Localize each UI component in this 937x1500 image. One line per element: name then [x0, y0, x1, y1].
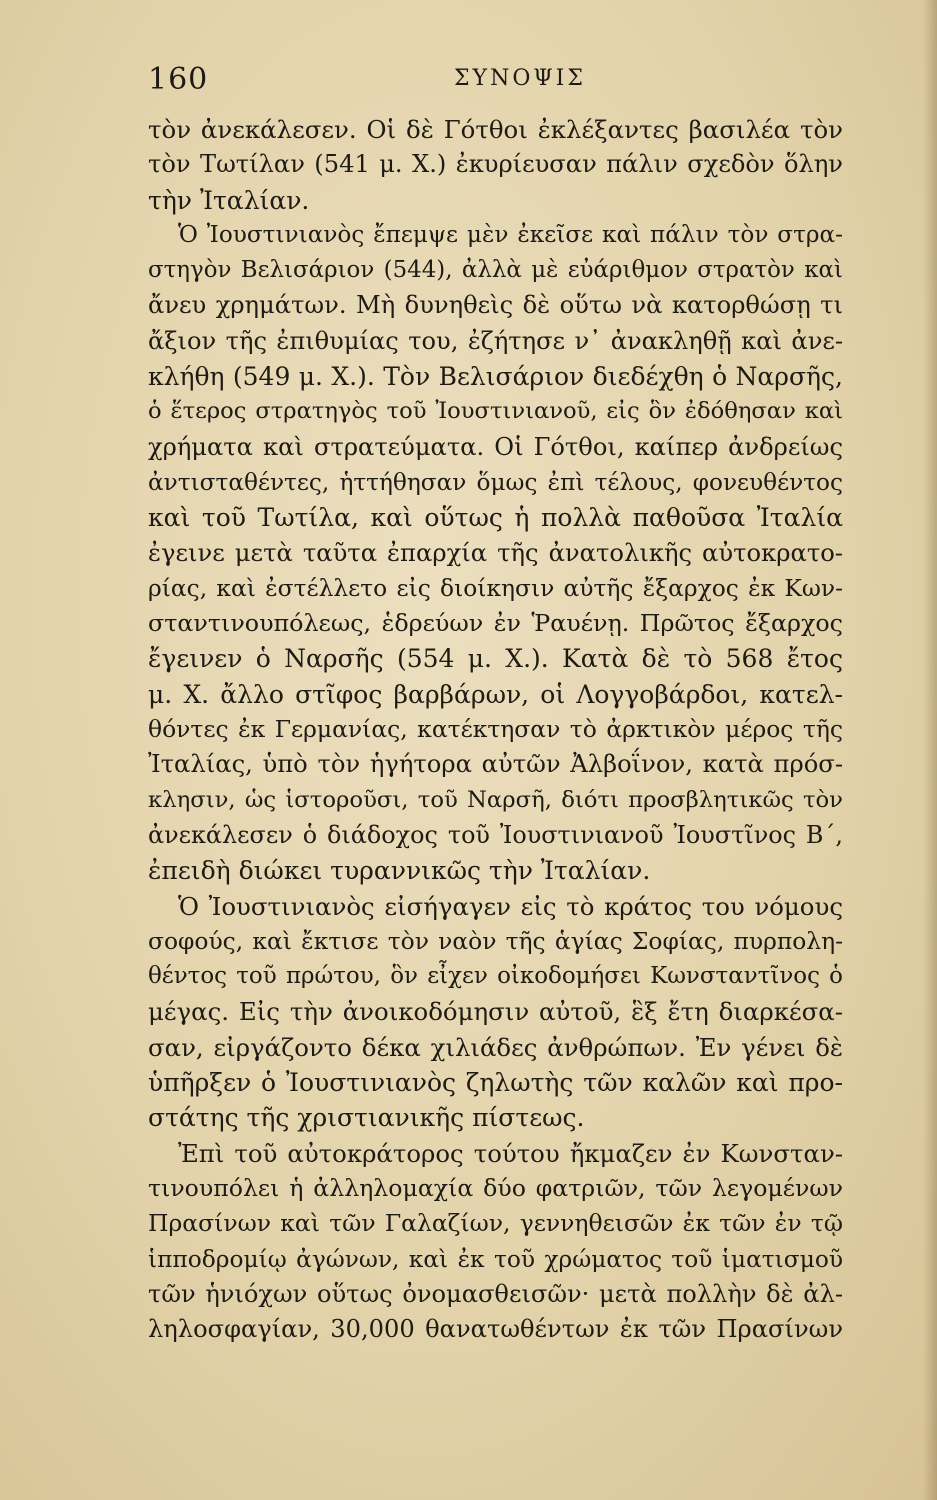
text-line: τῶν ἡνιόχων οὕτως ὀνομασθεισῶν· μετὰ πολλὴν δὲ ἀλ- — [148, 1279, 843, 1308]
text-line: καὶ τοῦ Τωτίλα, καὶ οὕτως ἡ πολλὰ παθοῦσα Ἰταλία — [148, 503, 843, 533]
text-line: ἐπειδὴ διώκει τυραννικῶς τὴν Ἰταλίαν. — [148, 856, 651, 886]
page-edge-shadow — [923, 0, 937, 1500]
text-line: χρήματα καὶ στρατεύματα. Οἱ Γότθοι, καίπερ ἀνδρείως — [148, 432, 843, 461]
text-line: Πρασίνων καὶ τῶν Γαλαζίων, γεννηθεισῶν ἐκ τῶν ἐν τῷ — [148, 1209, 843, 1238]
text-line: θόντες ἐκ Γερμανίας, κατέκτησαν τὸ ἀρκτικὸν μέρος τῆς — [148, 715, 843, 744]
text-line: ἔγεινεν ὁ Ναρσῆς (554 μ. Χ.). Κατὰ δὲ τὸ 568 ἔτος — [148, 644, 843, 674]
text-line: ρίας, καὶ ἐστέλλετο εἰς διοίκησιν αὐτῆς ἔξαρχος ἐκ Κων- — [148, 573, 843, 602]
text-line: Ὁ Ἰουστινιανὸς ἔπεμψε μὲν ἐκεῖσε καὶ πάλιν τὸν στρα- — [178, 221, 843, 248]
text-line: ἀντισταθέντες, ἡττήθησαν ὅμως ἐπὶ τέλους, φονευθέντος — [148, 468, 843, 496]
text-line: στάτης τῆς χριστιανικῆς πίστεως. — [148, 1103, 585, 1133]
text-line: κλησιν, ὡς ἱστοροῦσι, τοῦ Ναρσῆ, διότι προσβλητικῶς τὸν — [148, 786, 843, 813]
running-title: ΣΥΝΟΨΙΣ — [454, 66, 586, 91]
text-line: Ἐπὶ τοῦ αὐτοκράτορος τούτου ἤκμαζεν ἐν Κωνσταν- — [178, 1138, 843, 1168]
text-line: σταντινουπόλεως, ἑδρεύων ἐν Ῥαυένῃ. Πρῶτος ἔξαρχος — [148, 609, 843, 638]
text-line: σοφούς, καὶ ἔκτισε τὸν ναὸν τῆς ἁγίας Σοφίας, πυρπολη- — [148, 926, 843, 955]
text-line: ληλοσφαγίαν, 30,000 θανατωθέντων ἐκ τῶν Πρασίνων — [148, 1315, 843, 1344]
text-line: τινουπόλει ἡ ἀλληλομαχία δύο φατριῶν, τῶν λεγομένων — [148, 1173, 843, 1202]
text-line: ἄνευ χρημάτων. Μὴ δυνηθεὶς δὲ οὕτω νὰ κατορθώσῃ τι — [148, 291, 843, 320]
text-line: μ. Χ. ἄλλο στῖφος βαρβάρων, οἱ Λογγοβάρδοι, κατελ- — [148, 679, 843, 709]
text-line: Ὁ Ἰουστινιανὸς εἰσήγαγεν εἰς τὸ κράτος του νόμους — [178, 891, 843, 921]
text-line: μέγας. Εἰς τὴν ἀνοικοδόμησιν αὐτοῦ, ἓξ ἔτη διαρκέσα- — [148, 997, 843, 1027]
text-line: τὸν Τωτίλαν (541 μ. Χ.) ἐκυρίευσαν πάλιν σχεδὸν ὅλην — [148, 150, 843, 179]
body-text — [148, 112, 843, 1347]
page-number: 160 — [148, 62, 209, 97]
text-line: σαν, εἰργάζοντο δέκα χιλιάδες ἀνθρώπων. Ἐν γένει δὲ — [148, 1032, 843, 1062]
text-line: ἐγεινε μετὰ ταῦτα ἐπαρχία τῆς ἀνατολικῆς αὐτοκρατο- — [148, 538, 843, 567]
text-line: τὸν ἀνεκάλεσεν. Οἱ δὲ Γότθοι ἐκλέξαντες βασιλέα τὸν — [148, 115, 843, 144]
page-header — [148, 62, 853, 110]
text-line: κλήθη (549 μ. Χ.). Τὸν Βελισάριον διεδέχθη ὁ Ναρσῆς, — [148, 362, 843, 392]
text-line: Ἰταλίας, ὑπὸ τὸν ἡγήτορα αὐτῶν Ἀλβοΐνον, κατὰ πρόσ- — [148, 750, 843, 779]
text-line: ὑπῆρξεν ὁ Ἰουστινιανὸς ζηλωτὴς τῶν καλῶν καὶ προ- — [148, 1068, 843, 1098]
text-line: ἱπποδρομίῳ ἀγώνων, καὶ ἐκ τοῦ χρώματος τοῦ ἱματισμοῦ — [148, 1245, 843, 1273]
text-line: ἀνεκάλεσεν ὁ διάδοχος τοῦ Ἰουστινιανοῦ Ἰουστῖνος Β΄, — [148, 820, 843, 849]
text-line: στηγὸν Βελισάριον (544), ἀλλὰ μὲ εὐάριθμον στρατὸν καὶ — [148, 257, 843, 284]
text-line: θέντος τοῦ πρώτου, ὃν εἶχεν οἰκοδομήσει Κωνσταντῖνος ὁ — [148, 963, 843, 990]
text-line: ἄξιον τῆς ἐπιθυμίας του, ἐζήτησε ν᾽ ἀνακληθῇ καὶ ἀνε- — [148, 326, 843, 355]
text-line: ὁ ἕτερος στρατηγὸς τοῦ Ἰουστινιανοῦ, εἰς ὃν ἐδόθησαν καὶ — [148, 398, 843, 425]
text-line: τὴν Ἰταλίαν. — [148, 185, 310, 215]
